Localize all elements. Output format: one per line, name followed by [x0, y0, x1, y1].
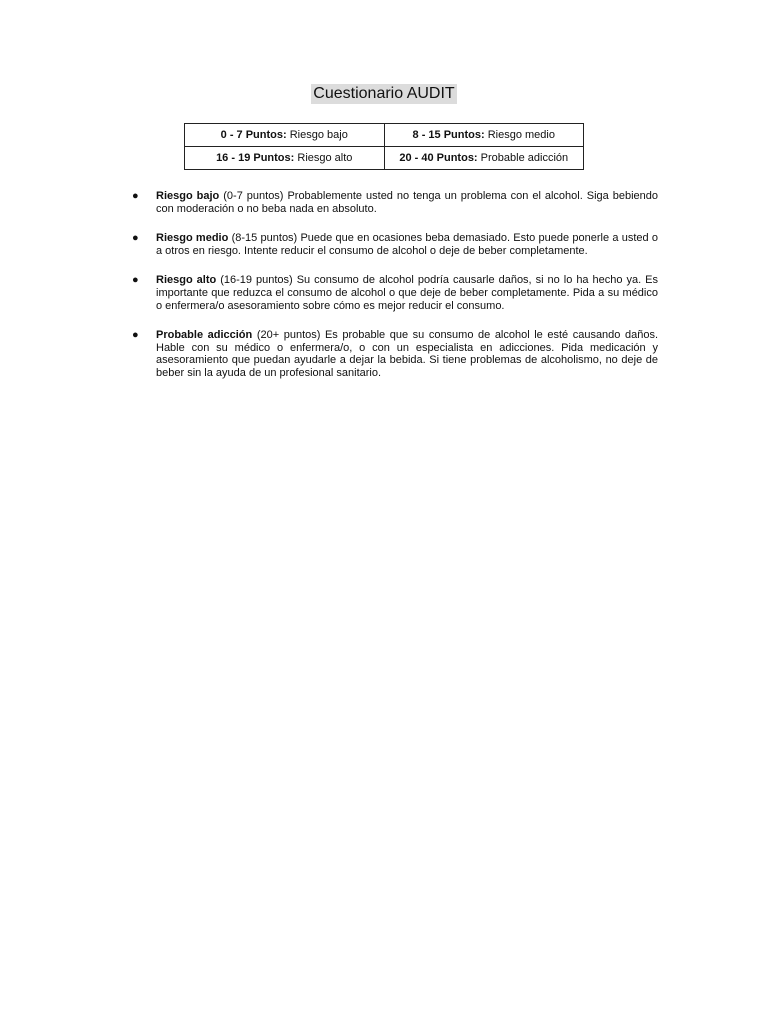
risk-text: (0-7 puntos) Probablemente usted no tenga un problema con el alcohol. Siga bebiendo con moderación o no beba nada en absoluto.: [156, 190, 659, 215]
score-cell-low: [185, 124, 385, 147]
score-table-row: [185, 147, 584, 170]
bullet-dot-icon: ●: [132, 190, 139, 202]
risk-text: (16-19 puntos) Su consumo de alcohol podría causarle daños, si no lo ha hecho ya. Es importante que reduzca el consumo de alcohol o que deje de beber completamente. Pida a su médico o enfermera/o asesoramiento sobre cómo es mejor reducir el consumo.: [156, 274, 659, 312]
risk-term: Riesgo medio: [156, 232, 229, 245]
score-range: 8 - 15 Puntos:: [412, 129, 485, 141]
list-item-probable-adiccion: [132, 329, 658, 379]
score-cell-medium: [384, 124, 584, 147]
score-range: 0 - 7 Puntos:: [220, 129, 287, 141]
score-table-row: [185, 124, 584, 147]
score-cell-high: [185, 147, 385, 170]
risk-text: (8-15 puntos) Puede que en ocasiones beba demasiado. Esto puede ponerle a usted o a otros en riesgo. Intente reducir el consumo de alcohol o deje de beber completamente.: [156, 232, 658, 257]
bullet-dot-icon: ●: [132, 274, 139, 287]
risk-term: Riesgo bajo: [156, 190, 220, 202]
score-cell-addiction: [384, 147, 584, 170]
risk-term: Riesgo alto: [156, 274, 217, 287]
list-item-riesgo-bajo: [132, 190, 658, 215]
risk-text: (20+ puntos) Es probable que su consumo de alcohol le esté causando daños. Hable con su médico o enfermera/o, o con un especialista en adicciones. Pida medicación y asesoramiento que puedan ayudarle a dejar la bebida. Si tiene problemas de alcoholismo, no deje de beber sin la ayuda de un profesional sanitario.: [156, 329, 659, 379]
score-label: Riesgo alto: [297, 152, 353, 164]
score-label: Riesgo medio: [487, 129, 555, 141]
risk-description-list: [132, 190, 658, 397]
score-range: 20 - 40 Puntos:: [399, 152, 478, 164]
score-range: 16 - 19 Puntos:: [216, 152, 295, 164]
list-item-riesgo-alto: [132, 274, 658, 312]
risk-term: Probable adicción: [156, 329, 253, 342]
score-table: [184, 123, 584, 170]
list-item-riesgo-medio: [132, 232, 658, 257]
score-label: Probable adicción: [480, 152, 569, 164]
title-container: [0, 84, 768, 104]
score-label: Riesgo bajo: [289, 129, 348, 141]
bullet-dot-icon: ●: [132, 232, 139, 245]
page-title: Cuestionario AUDIT: [313, 85, 455, 102]
bullet-dot-icon: ●: [132, 329, 139, 342]
